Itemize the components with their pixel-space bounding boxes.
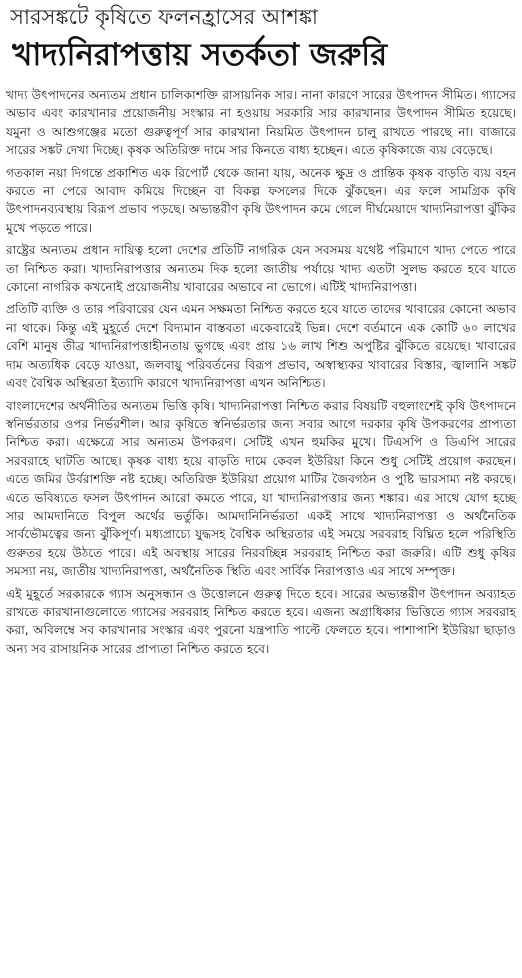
article-paragraph: প্রতিটি ব্যক্তি ও তার পরিবারের যেন এমন সক্ষমতা নিশ্চিত করতে হবে যাতে তাদের খাবারের কোনো অভাব না থাকে। কিন্তু এই মুহূর্তে দেশে বিদ্যমান বাস্তবতা একেবারেই ভিন্ন। দেশে বর্তমানে এক কোটি ৬০ লাখের বেশি মানুষ তীব্র খাদ্যনিরাপত্তাহীনতায় ভুগছে এবং প্রায় ১৬ লাখ শিশু অপুষ্টির ঝুঁকিতে রয়েছে। খাবারের দাম অত্যধিক বেড়ে যাওয়া, জলবায়ু পরিবর্তনের বিরূপ প্রভাব, অস্বাস্থ্যকর খাবারের বিস্তার, জ্বালানি সঙ্কট এবং বৈশ্বিক অস্থিরতা ইত্যাদি কারণে খাদ্যনিরাপত্তা এখন অনিশ্চিত। (6, 302, 516, 391)
article-paragraph: বাংলাদেশের অর্থনীতির অন্যতম ভিত্তি কৃষি। খাদ্যনিরাপত্তা নিশ্চিত করার বিষয়টি বহুলাংশেই কৃষি উৎপাদনে স্বনির্ভরতার ওপর নির্ভরশীল। আর কৃষিতে স্বনির্ভরতার জন্য সবার আগে দরকার কৃষি উপকরণের প্রাপ্যতা নিশ্চিত করা। এক্ষেত্রে সার অন্যতম উপকরণ। সেটিই এখন হুমকির মুখে। টিএসপি ও ডিএপি সারের সরবরাহে ঘাটতি আছে। কৃষক বাধ্য হয়ে বাড়তি দামে কেবল ইউরিয়া কিনে শুধু সেটিই প্রয়োগ করছেন। এতে জমির উর্বরাশক্তি নষ্ট হচ্ছে। অতিরিক্ত ইউরিয়া প্রয়োগ মাটির জৈবগঠন ও পুষ্টি ভারসাম্য নষ্ট করছে। এতে ভবিষ্যতে ফসল উৎপাদন আরো কমতে পারে, যা খাদ্যনিরাপত্তার জন্য শঙ্কার। এর সাথে যোগ হচ্ছে সার আমদানিতে বিপুল অর্থের ভর্তুকি। আমদানিনির্ভরতা একই সাথে খাদ্যনিরাপত্তা ও অর্থনৈতিক সার্বভৌমত্বের জন্য ঝুঁকিপূর্ণ। মধ্যপ্রাচ্যে যুদ্ধসহ বৈশ্বিক অস্থিরতার এই সময়ে সরবরাহ বিঘ্নিত হলে পরিস্থিতি গুরুতর হয়ে উঠতে পারে। এই অবস্থায় সারের নিরবচ্ছিন্ন সরবরাহ নিশ্চিত করা জরুরি। এটি শুধু কৃষির সমস্যা নয়, জাতীয় খাদ্যনিরাপত্তা, অর্থনৈতিক স্থিতি এবং সার্বিক নিরাপত্তাও এর সাথে সম্পৃক্ত। (6, 398, 516, 579)
article-paragraph: গতকাল নয়া দিগন্তে প্রকাশিত এক রিপোর্ট থেকে জানা যায়, অনেক ক্ষুদ্র ও প্রান্তিক কৃষক বাড়তি ব্যয় বহন করতে না পেরে আবাদ কমিয়ে দিচ্ছেন বা বিকল্প ফসলের দিকে ঝুঁকছেন। এর ফলে সামগ্রিক কৃষি উৎপাদনব্যবস্থায় বিরূপ প্রভাব পড়ছে। অভ্যন্তরীণ কৃষি উৎপাদন কমে গেলে দীর্ঘমেয়াদে খাদ্যনিরাপত্তা ঝুঁকির মুখে পড়তে পারে। (6, 165, 516, 235)
article-paragraph: রাষ্ট্রের অন্যতম প্রধান দায়িত্ব হলো দেশের প্রতিটি নাগরিক যেন সবসময় যথেষ্ট পরিমাণে খাদ্য পেতে পারে তা নিশ্চিত করা। খাদ্যনিরাপত্তার অন্যতম দিক হলো জাতীয় পর্যায়ে খাদ্য এতটা সুলভ করতে হবে যাতে কোনো নাগরিক কখনোই প্রয়োজনীয় খাবারের অভাবে না ভোগে। এটিই খাদ্যনিরাপত্তা। (6, 243, 516, 295)
article-kicker: সারসঙ্কটে কৃষিতে ফলনহ্রাসের আশঙ্কা (10, 5, 318, 29)
article-paragraph: এই মুহূর্তে সরকারকে গ্যাস অনুসন্ধান ও উত্তোলনে গুরুত্ব দিতে হবে। সারের অভ্যন্তরীণ উৎপাদন অব্যাহত রাখতে কারখানাগুলোতে গ্যাসের সরবরাহ নিশ্চিত করতে হবে। এজন্য অগ্রাধিকার ভিত্তিতে গ্যাস সরবরাহ করা, অবিলম্বে সব কারখানার সংস্কার এবং পুরনো যন্ত্রপাতি পাল্টে ফেলতে হবে। পাশাপাশি ইউরিয়া ছাড়াও অন্য সব রাসায়নিক সারের প্রাপ্যতা নিশ্চিত করতে হবে। (6, 586, 516, 656)
article-body (6, 86, 516, 658)
article-paragraph: খাদ্য উৎপাদনের অন্যতম প্রধান চালিকাশক্তি রাসায়নিক সার। নানা কারণে সারের উৎপাদন সীমিত। গ্যাসের অভাব এবং কারখানার প্রয়োজনীয় সংস্কার না হওয়ায় সরকারি সার কারখানার উৎপাদন সীমিত হয়েছে। যমুনা ও আশুগঞ্জের মতো গুরুত্বপূর্ণ সার কারখানা নিয়মিত উৎপাদন চালু রাখতে পারছে না। বাজারে সারের সঙ্কট দেখা দিচ্ছে। কৃষক অতিরিক্ত দামে সার কিনতে বাধ্য হচ্ছেন। এতে কৃষিকাজে ব্যয় বেড়েছে। (6, 88, 516, 158)
article-headline: খাদ্যনিরাপত্তায় সতর্কতা জরুরি (12, 37, 388, 73)
